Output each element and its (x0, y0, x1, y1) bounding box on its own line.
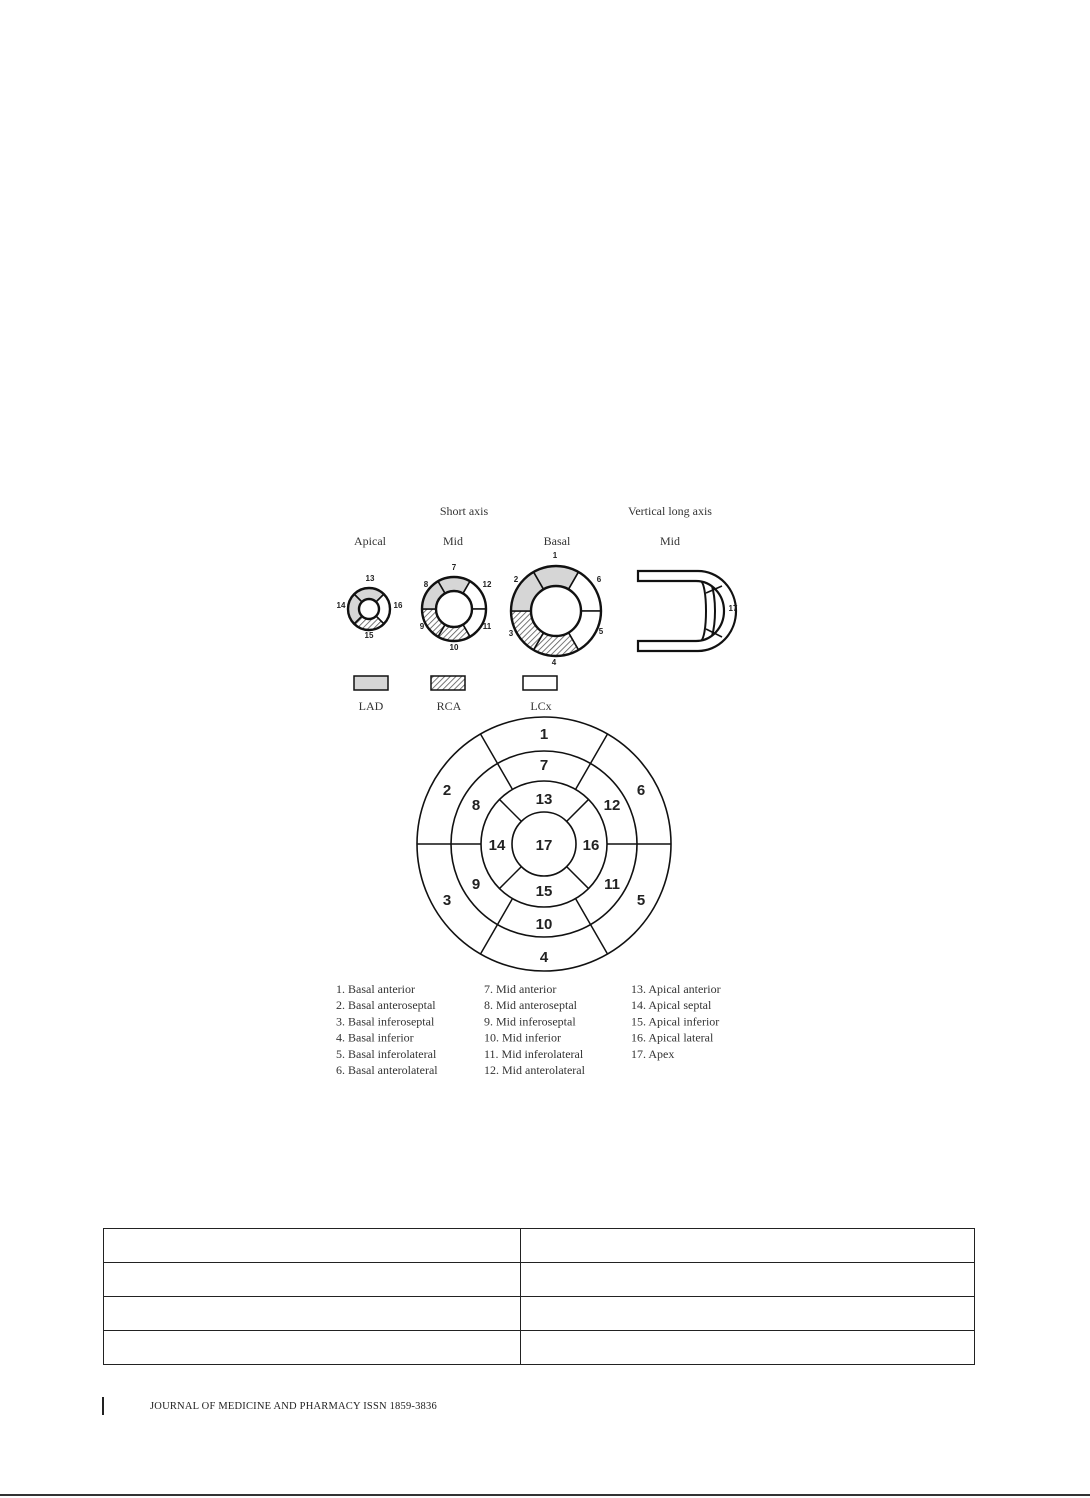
mid-num-8: 8 (423, 580, 429, 589)
mid-num-12: 12 (482, 580, 492, 589)
segment-list-item: 14. Apical septal (631, 998, 712, 1013)
basal-num-2: 2 (513, 575, 519, 584)
bullseye-num-2: 2 (442, 782, 452, 799)
basal-ring (508, 566, 601, 656)
basal-num-3: 3 (508, 629, 514, 638)
apical-num-16: 16 (393, 601, 403, 610)
table-cell (521, 1263, 975, 1297)
segment-list-item: 11. Mid inferolateral (484, 1046, 584, 1061)
bullseye-num-12: 12 (603, 797, 621, 814)
table-cell (104, 1263, 521, 1297)
bullseye-num-7: 7 (539, 757, 549, 774)
segment-list-item: 2. Basal anteroseptal (336, 998, 436, 1013)
bullseye-num-3: 3 (442, 892, 452, 909)
basal-num-4: 4 (551, 658, 557, 667)
table-cell (104, 1331, 521, 1365)
vertical-long-axis-shape (638, 571, 736, 651)
segment-list-item: 4. Basal inferior (336, 1030, 414, 1045)
bullseye-num-1: 1 (539, 726, 549, 743)
basal-num-6: 6 (596, 575, 602, 584)
bullseye-num-6: 6 (636, 782, 646, 799)
short-axis-header: Short axis (439, 504, 489, 518)
bullseye-num-8: 8 (471, 797, 481, 814)
segment-list-item: 17. Apex (631, 1046, 675, 1061)
table-cell (104, 1229, 521, 1263)
basal-label: Basal (543, 534, 571, 548)
bullseye-num-4: 4 (539, 949, 549, 966)
segment-list-item: 1. Basal anterior (336, 982, 415, 996)
segment-list-item: 6. Basal anterolateral (336, 1063, 438, 1077)
bullseye-num-13: 13 (535, 791, 553, 808)
mid-num-10: 10 (449, 643, 459, 652)
mid-inner (436, 591, 472, 627)
apical-num-14: 14 (336, 601, 346, 610)
segment-list-item: 13. Apical anterior (631, 982, 721, 996)
table-cell (521, 1331, 975, 1365)
vla-num-17: 17 (728, 604, 738, 613)
footer-marker (102, 1397, 104, 1415)
segment-list (336, 982, 721, 1077)
segment-list-item: 9. Mid inferoseptal (484, 1014, 576, 1029)
apical-num-15: 15 (364, 631, 374, 640)
bullseye-num-14: 14 (488, 837, 506, 854)
apical-inner (359, 599, 379, 619)
apical-ring (348, 588, 390, 630)
mid-ring (419, 577, 486, 641)
bullseye-num-10: 10 (535, 916, 553, 933)
segment-list-item: 7. Mid anterior (484, 982, 557, 996)
segment-list-item: 3. Basal inferoseptal (336, 1014, 435, 1029)
lad-label: LAD (358, 699, 384, 713)
page-bottom-rule (0, 1494, 1090, 1496)
data-table (103, 1228, 975, 1365)
rca-label: RCA (436, 699, 462, 713)
mid-num-7: 7 (451, 563, 457, 572)
mid-num-11: 11 (482, 622, 492, 631)
bullseye-num-17: 17 (535, 837, 553, 854)
figure-svg (320, 495, 770, 1085)
segment-list-item: 5. Basal inferolateral (336, 1046, 437, 1061)
bullseye-num-9: 9 (471, 876, 481, 893)
vla-mid-label: Mid (659, 534, 681, 548)
table-cell (521, 1229, 975, 1263)
bullseye-num-11: 11 (604, 876, 620, 893)
apical-num-13: 13 (365, 574, 375, 583)
lcx-swatch (523, 676, 557, 690)
segment-list-item: 12. Mid anterolateral (484, 1063, 585, 1077)
aha-17-segment-figure (320, 495, 770, 1085)
vertical-long-axis-header: Vertical long axis (628, 504, 712, 518)
lad-swatch (354, 676, 388, 690)
segment-list-item: 8. Mid anteroseptal (484, 998, 577, 1013)
bullseye-num-16: 16 (582, 837, 600, 854)
table-row (104, 1263, 975, 1297)
mid-num-9: 9 (419, 622, 425, 631)
table-row (104, 1331, 975, 1365)
basal-num-1: 1 (552, 551, 558, 560)
rca-swatch (431, 676, 465, 690)
segment-list-item: 10. Mid inferior (484, 1030, 561, 1045)
segment-list-item: 16. Apical lateral (631, 1030, 714, 1045)
mid-label: Mid (442, 534, 464, 548)
basal-inner (531, 586, 581, 636)
table-row (104, 1297, 975, 1331)
table-row (104, 1229, 975, 1263)
bullseye-num-5: 5 (636, 892, 646, 909)
apical-label: Apical (354, 534, 386, 548)
lcx-label: LCx (530, 699, 552, 713)
journal-footer: JOURNAL OF MEDICINE AND PHARMACY ISSN 1859-3836 (150, 1401, 437, 1412)
table-cell (104, 1297, 521, 1331)
table-cell (521, 1297, 975, 1331)
basal-num-5: 5 (598, 627, 604, 636)
bullseye-num-15: 15 (535, 883, 553, 900)
segment-list-item: 15. Apical inferior (631, 1014, 720, 1029)
